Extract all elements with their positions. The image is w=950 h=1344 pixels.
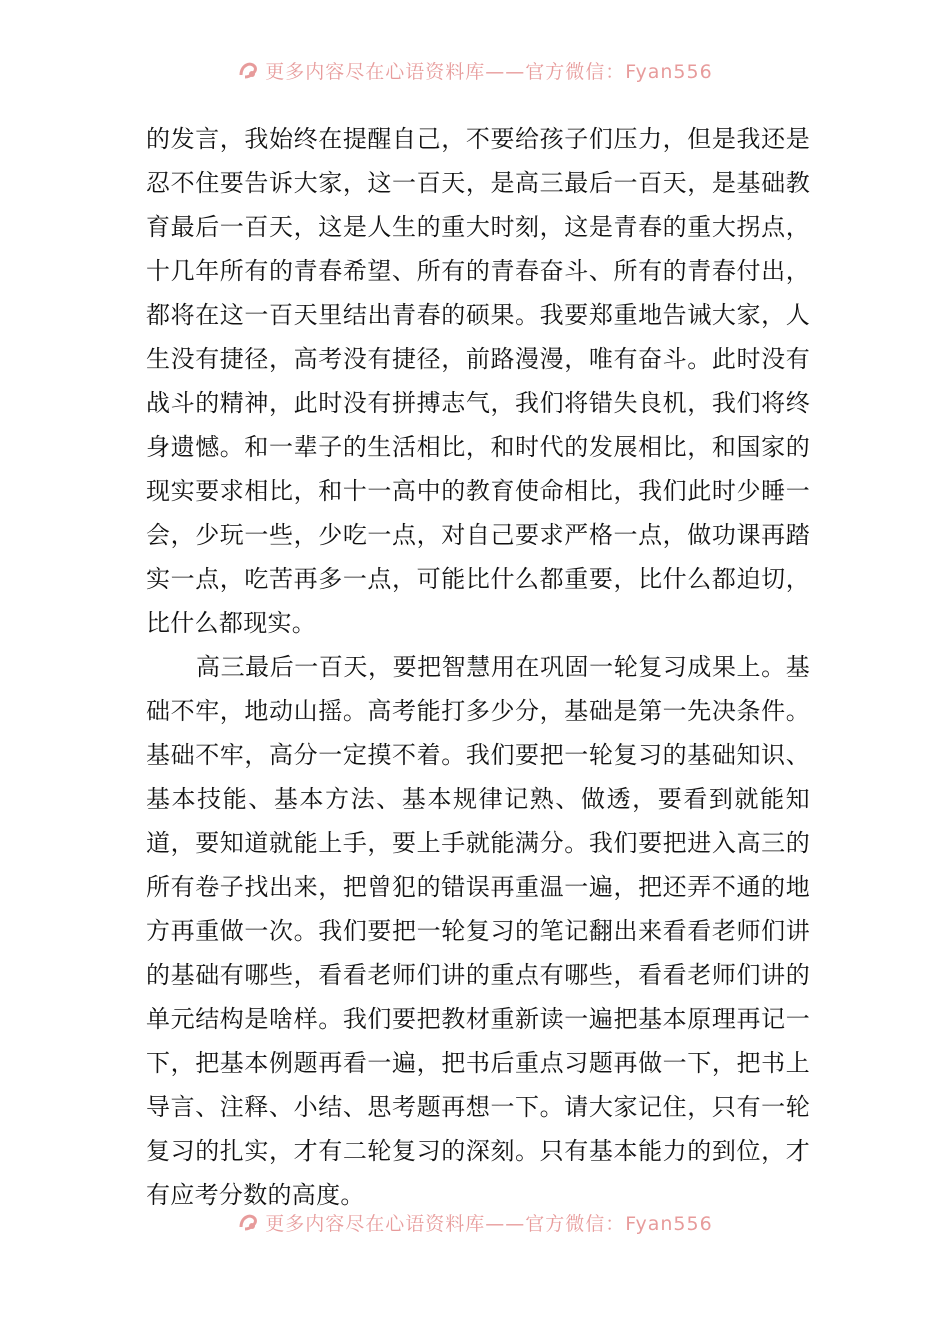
header-watermark <box>0 55 950 85</box>
watermark-text: 更多内容尽在心语资料库——官方微信：Fyan556 <box>265 60 713 83</box>
document-body <box>146 117 810 1217</box>
footer-watermark <box>0 1207 950 1237</box>
watermark-text: 更多内容尽在心语资料库——官方微信：Fyan556 <box>265 1212 713 1235</box>
paragraph: 高三最后一百天，要把智慧用在巩固一轮复习成果上。基础不牢，地动山摇。高考能打多少分，基础是第一先决条件。基础不牢，高分一定摸不着。我们要把一轮复习的基础知识、基本技能、基本方法、基本规律记熟、做透，要看到就能知道，要知道就能上手，要上手就能满分。我们要把进入高三的所有卷子找出来，把曾犯的错误再重温一遍，把还弄不通的地方再重做一次。我们要把一轮复习的笔记翻出来看看老师们讲的基础有哪些，看看老师们讲的重点有哪些，看看老师们讲的单元结构是啥样。我们要把教材重新读一遍把基本原理再记一下，把基本例题再看一遍，把书后重点习题再做一下，把书上导言、注释、小结、思考题再想一下。请大家记住，只有一轮复习的扎实，才有二轮复习的深刻。只有基本能力的到位，才有应考分数的高度。 <box>146 653 810 1209</box>
logo-icon <box>237 1211 259 1233</box>
logo-icon <box>237 59 259 81</box>
paragraph: 的发言，我始终在提醒自己，不要给孩子们压力，但是我还是忍不住要告诉大家，这一百天，是高三最后一百天，是基础教育最后一百天，这是人生的重大时刻，这是青春的重大拐点，十几年所有的青春希望、所有的青春奋斗、所有的青春付出，都将在这一百天里结出青春的硕果。我要郑重地告诫大家，人生没有捷径，高考没有捷径，前路漫漫，唯有奋斗。此时没有战斗的精神，此时没有拼搏志气，我们将错失良机，我们将终身遗憾。和一辈子的生活相比，和时代的发展相比，和国家的现实要求相比，和十一高中的教育使命相比，我们此时少睡一会，少玩一些，少吃一点，对自己要求严格一点，做功课再踏实一点，吃苦再多一点，可能比什么都重要，比什么都迫切，比什么都现实。 <box>146 125 810 637</box>
